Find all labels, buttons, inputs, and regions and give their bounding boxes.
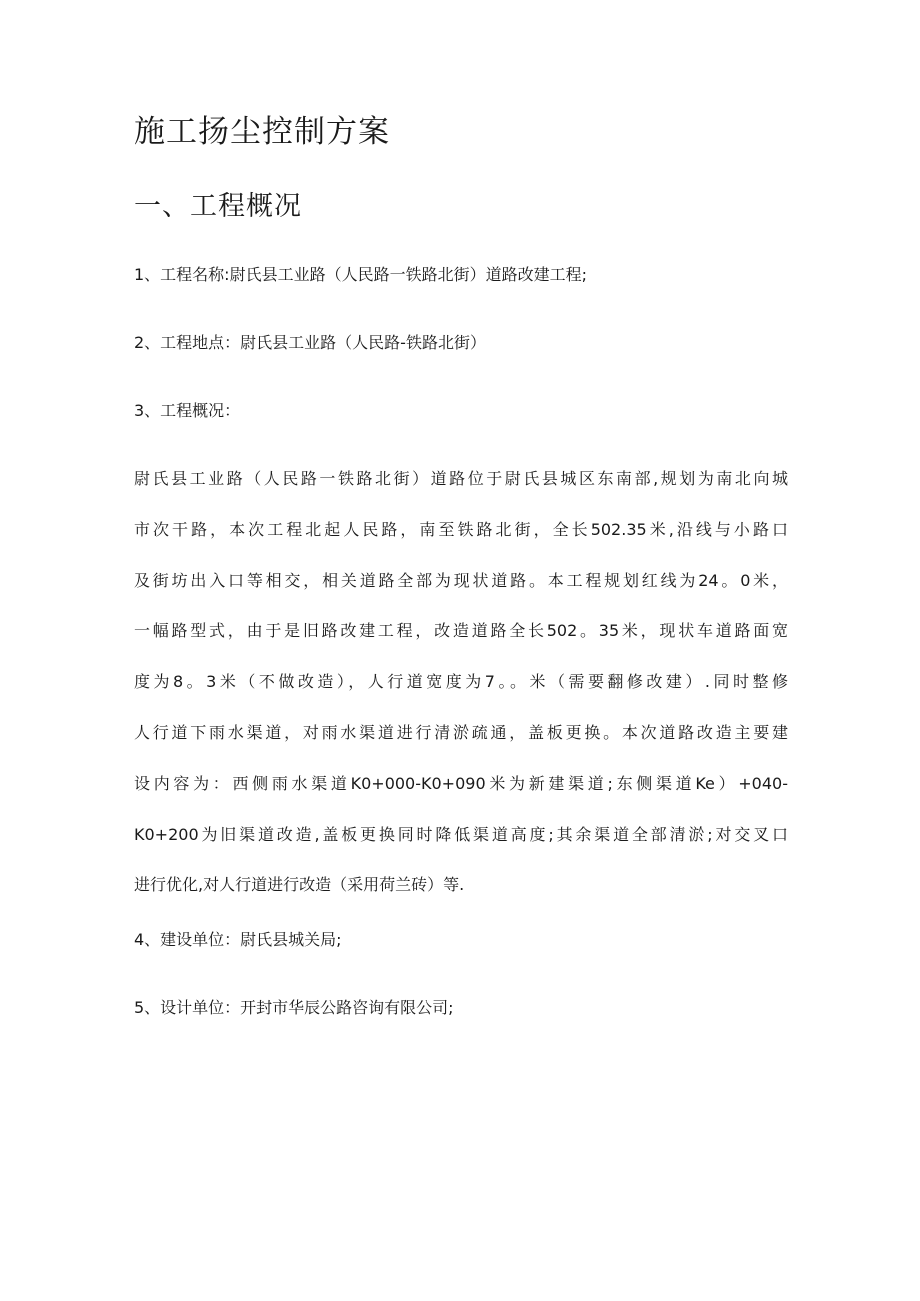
document-title: 施工扬尘控制方案	[134, 114, 390, 150]
overview-line: 人行道下雨水渠道，对雨水渠道进行清淤疏通，盖板更换。本次道路改造主要建	[134, 723, 788, 742]
overview-line: 进行优化,对人行道进行改造（采用荷兰砖）等.	[134, 875, 465, 894]
item-project-name: 1、工程名称:尉氏县工业路（人民路一铁路北街）道路改建工程;	[134, 265, 587, 284]
overview-line: 度为8。3米（不做改造），人行道宽度为7。。米（需要翻修改建）.同时整修	[134, 672, 788, 691]
overview-line: 一幅路型式，由于是旧路改建工程，改造道路全长502。35米，现状车道路面宽	[134, 621, 788, 640]
overview-line: 及街坊出入口等相交，相关道路全部为现状道路。本工程规划红线为24。0米，	[134, 571, 788, 590]
overview-line: 设内容为：西侧雨水渠道K0+000-K0+090米为新建渠道;东侧渠道Ke）+040-	[134, 774, 788, 793]
section-heading: 一、工程概况	[134, 191, 302, 222]
item-construction-unit: 4、建设单位：尉氏县城关局;	[134, 930, 342, 949]
item-design-unit: 5、设计单位：开封市华辰公路咨询有限公司;	[134, 998, 454, 1017]
overview-line: 市次干路，本次工程北起人民路，南至铁路北街，全长502.35米,沿线与小路口	[134, 520, 788, 539]
item-project-overview: 3、工程概况：	[134, 401, 241, 420]
overview-line: K0+200为旧渠道改造,盖板更换同时降低渠道高度;其余渠道全部清淤;对交叉口	[134, 825, 788, 844]
overview-line: 尉氏县工业路（人民路一铁路北街）道路位于尉氏县城区东南部,规划为南北向城	[134, 469, 788, 488]
item-project-location: 2、工程地点：尉氏县工业路（人民路-铁路北街）	[134, 333, 486, 352]
